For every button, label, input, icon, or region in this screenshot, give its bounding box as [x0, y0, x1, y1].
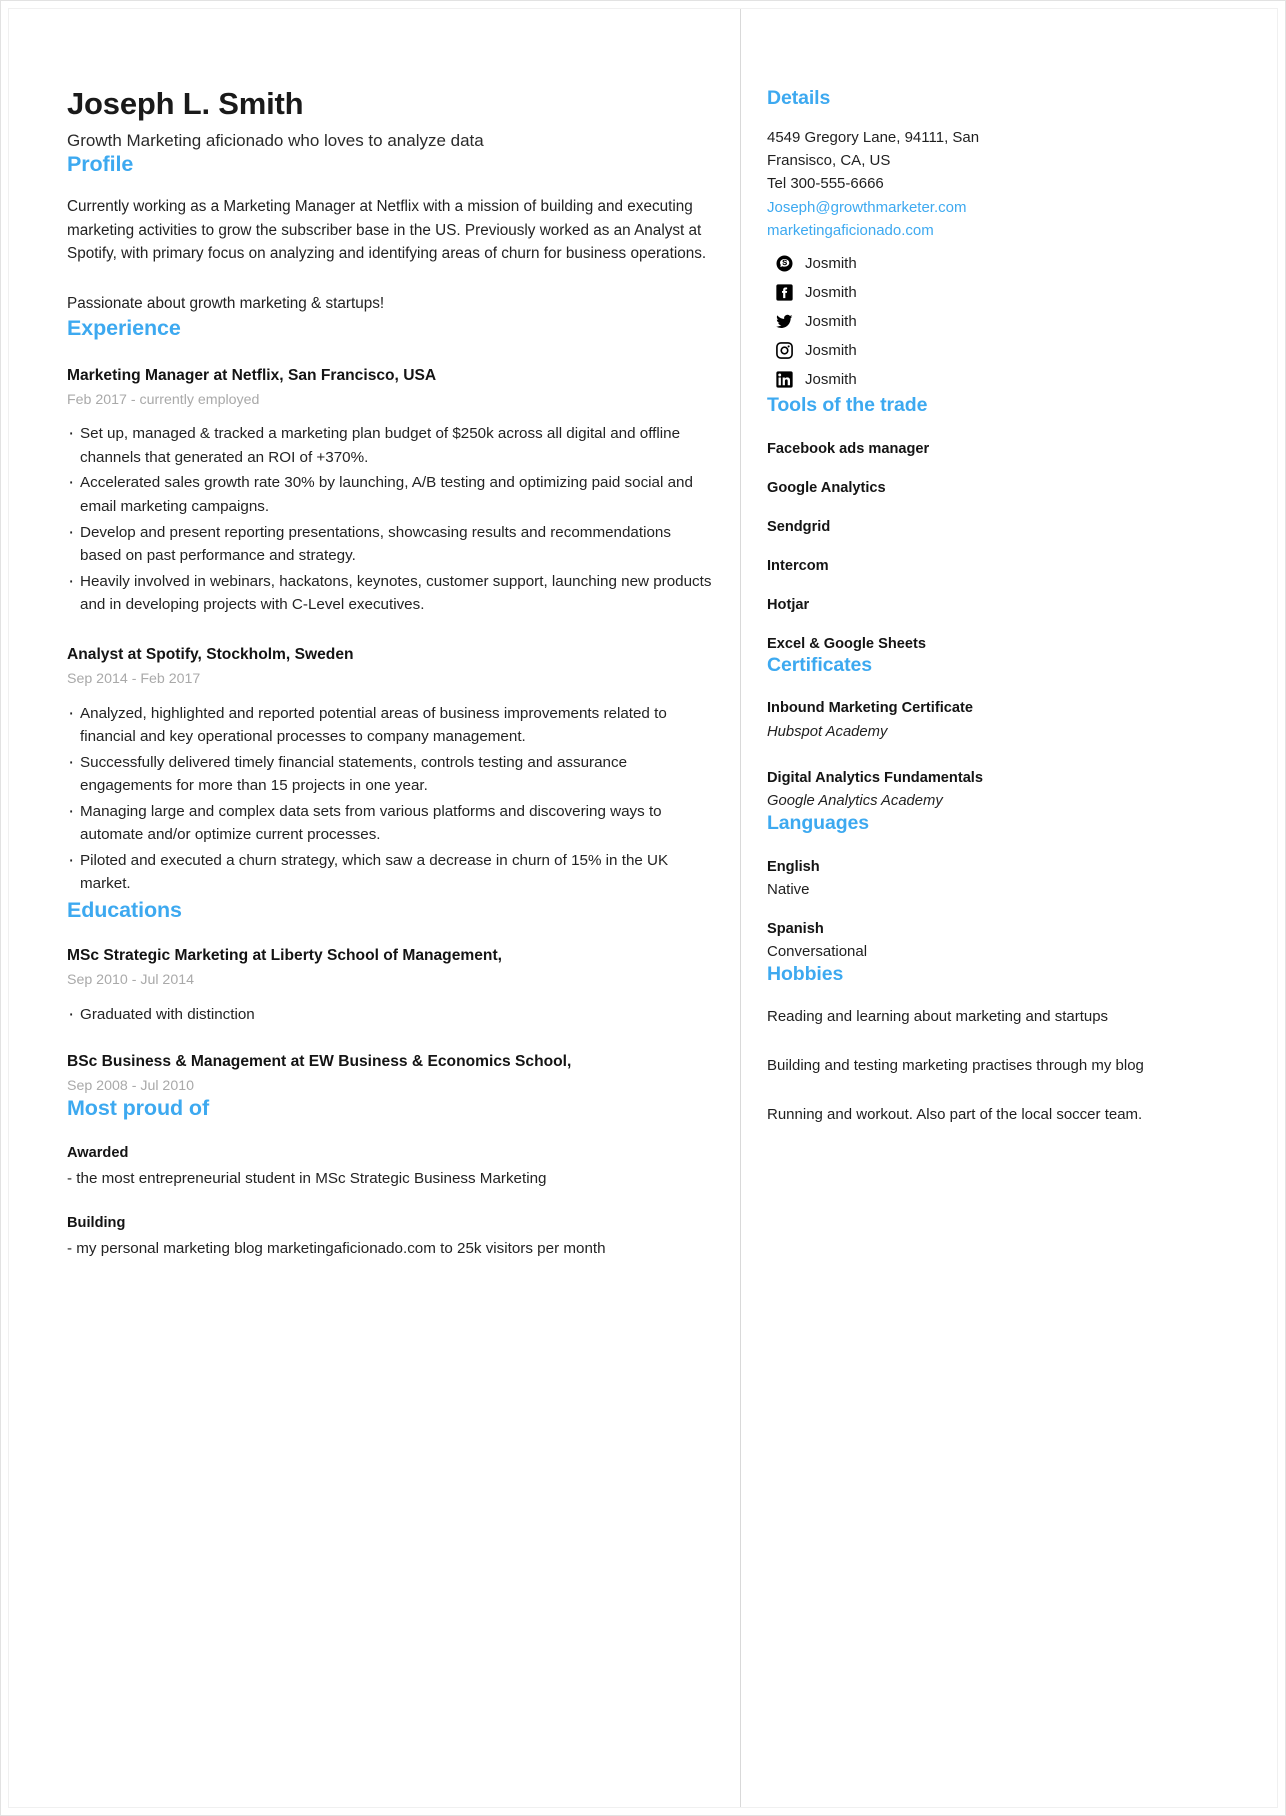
social-handle: Josmith	[805, 255, 857, 273]
section-heading-experience: Experience	[67, 315, 181, 340]
bullet-item: · Managing large and complex data sets from various platforms and discovering ways to automate and/or optimize current processes.	[67, 800, 716, 847]
bullet-item: · Heavily involved in webinars, hackatons, keynotes, customer support, launching new products and in developing projects with C-Level executives.	[67, 570, 716, 617]
website-link[interactable]: marketingaficionado.com	[767, 221, 934, 239]
tool-item: Facebook ads manager	[767, 440, 930, 457]
social-row-linkedin[interactable]	[767, 365, 1237, 394]
proud-label: Awarded	[67, 1144, 129, 1161]
skype-icon	[776, 255, 793, 272]
hobby-item: Reading and learning about marketing and startups	[767, 1007, 1109, 1025]
proud-text: - the most entrepreneurial student in MSc Strategic Business Marketing	[67, 1169, 547, 1187]
education-bullet-list	[67, 1003, 716, 1027]
bullet-item: · Set up, managed & tracked a marketing plan budget of $250k across all digital and offline channels that generated an ROI of +370%.	[67, 422, 716, 469]
experience-title: Marketing Manager at Netflix, San Francisco, USA	[67, 366, 437, 384]
bullet-item: · Develop and present reporting presentations, showcasing results and recommendations based on past performance and strategy.	[67, 521, 716, 568]
proud-label: Building	[67, 1214, 126, 1231]
bullet-item: · Piloted and executed a churn strategy, which saw a decrease in churn of 15% in the UK market.	[67, 849, 716, 896]
contact-details	[767, 127, 1237, 242]
certificate-item	[767, 699, 1237, 743]
social-row-instagram[interactable]	[767, 336, 1237, 365]
certificate-item	[767, 769, 1237, 813]
education-dates: Sep 2008 - Jul 2010	[67, 1078, 194, 1095]
linkedin-icon	[776, 371, 793, 388]
address-line-1: 4549 Gregory Lane, 94111, San	[767, 129, 980, 147]
experience-dates: Sep 2014 - Feb 2017	[67, 671, 201, 688]
candidate-tagline: Growth Marketing aficionado who loves to analyze data	[67, 131, 484, 151]
social-handle: Josmith	[805, 342, 857, 360]
section-heading-hobbies: Hobbies	[767, 962, 844, 985]
experience-dates: Feb 2017 - currently employed	[67, 391, 260, 408]
experience-bullet-list	[67, 422, 716, 617]
section-heading-languages: Languages	[767, 812, 870, 835]
tool-item: Sendgrid	[767, 518, 831, 535]
address-line-2: Fransisco, CA, US	[767, 152, 891, 170]
facebook-icon	[776, 284, 793, 301]
certificate-issuer: Hubspot Academy	[767, 723, 888, 740]
social-handle: Josmith	[805, 371, 857, 389]
social-handle: Josmith	[805, 284, 857, 302]
bullet-item: · Successfully delivered timely financial statements, controls testing and assurance engagements for more than 15 projects in one year.	[67, 751, 716, 798]
proud-item	[67, 1214, 716, 1260]
email-link[interactable]: Joseph@growthmarketer.com	[767, 198, 967, 216]
main-column	[9, 9, 740, 1807]
experience-item	[67, 366, 716, 617]
certificate-title: Digital Analytics Fundamentals	[767, 769, 983, 786]
resume-sheet	[9, 9, 1277, 1807]
education-title: MSc Strategic Marketing at Liberty School of Management,	[67, 946, 502, 964]
education-item	[67, 946, 716, 1026]
language-item	[767, 858, 1237, 901]
profile-paragraph: Currently working as a Marketing Manager at Netflix with a mission of building and executing marketing activities to grow the subscriber base in the US. Previously worked as an Analyst at Spotify, with primary focus on analyzing and identifying areas of churn for business operations.	[67, 197, 707, 263]
experience-title: Analyst at Spotify, Stockholm, Sweden	[67, 645, 354, 663]
social-handle: Josmith	[805, 313, 857, 331]
certificate-title: Inbound Marketing Certificate	[767, 699, 973, 716]
education-dates: Sep 2010 - Jul 2014	[67, 972, 194, 989]
tool-item: Google Analytics	[767, 479, 886, 496]
bullet-item: · Analyzed, highlighted and reported potential areas of business improvements related to financial and key operational processes to company management.	[67, 702, 716, 749]
social-links-list	[767, 249, 1237, 394]
tool-item: Excel & Google Sheets	[767, 635, 926, 652]
section-heading-most-proud-of: Most proud of	[67, 1095, 209, 1120]
language-level: Conversational	[767, 943, 868, 961]
proud-item	[67, 1144, 716, 1190]
section-heading-profile: Profile	[67, 152, 134, 177]
candidate-name: Joseph L. Smith	[67, 86, 304, 121]
phone-number: Tel 300-555-6666	[767, 174, 884, 192]
language-level: Native	[767, 881, 810, 899]
section-heading-educations: Educations	[67, 898, 182, 923]
twitter-icon	[776, 313, 793, 330]
section-heading-tools: Tools of the trade	[767, 394, 928, 417]
language-item	[767, 920, 1237, 963]
certificate-issuer: Google Analytics Academy	[767, 793, 943, 810]
education-title: BSc Business & Management at EW Business & Economics School,	[67, 1053, 572, 1071]
bullet-item: · Graduated with distinction	[67, 1003, 716, 1027]
sidebar-column	[741, 9, 1277, 1807]
bullet-item: · Accelerated sales growth rate 30% by launching, A/B testing and optimizing paid social and email marketing campaigns.	[67, 471, 716, 518]
social-row-facebook[interactable]	[767, 278, 1237, 307]
education-item	[67, 1052, 716, 1096]
proud-text: - my personal marketing blog marketingaficionado.com to 25k visitors per month	[67, 1239, 606, 1257]
experience-item	[67, 645, 716, 896]
social-row-skype[interactable]	[767, 249, 1237, 278]
hobby-item: Running and workout. Also part of the local soccer team.	[767, 1105, 1143, 1123]
profile-paragraph: Passionate about growth marketing & startups!	[67, 295, 385, 313]
language-name: Spanish	[767, 920, 824, 937]
social-row-twitter[interactable]	[767, 307, 1237, 336]
tool-item: Hotjar	[767, 596, 810, 613]
section-heading-details: Details	[767, 87, 831, 109]
experience-bullet-list	[67, 702, 716, 897]
tool-item: Intercom	[767, 557, 829, 574]
section-heading-certificates: Certificates	[767, 653, 873, 676]
instagram-icon	[776, 342, 793, 359]
language-name: English	[767, 858, 820, 875]
hobby-item: Building and testing marketing practises through my blog	[767, 1056, 1144, 1074]
